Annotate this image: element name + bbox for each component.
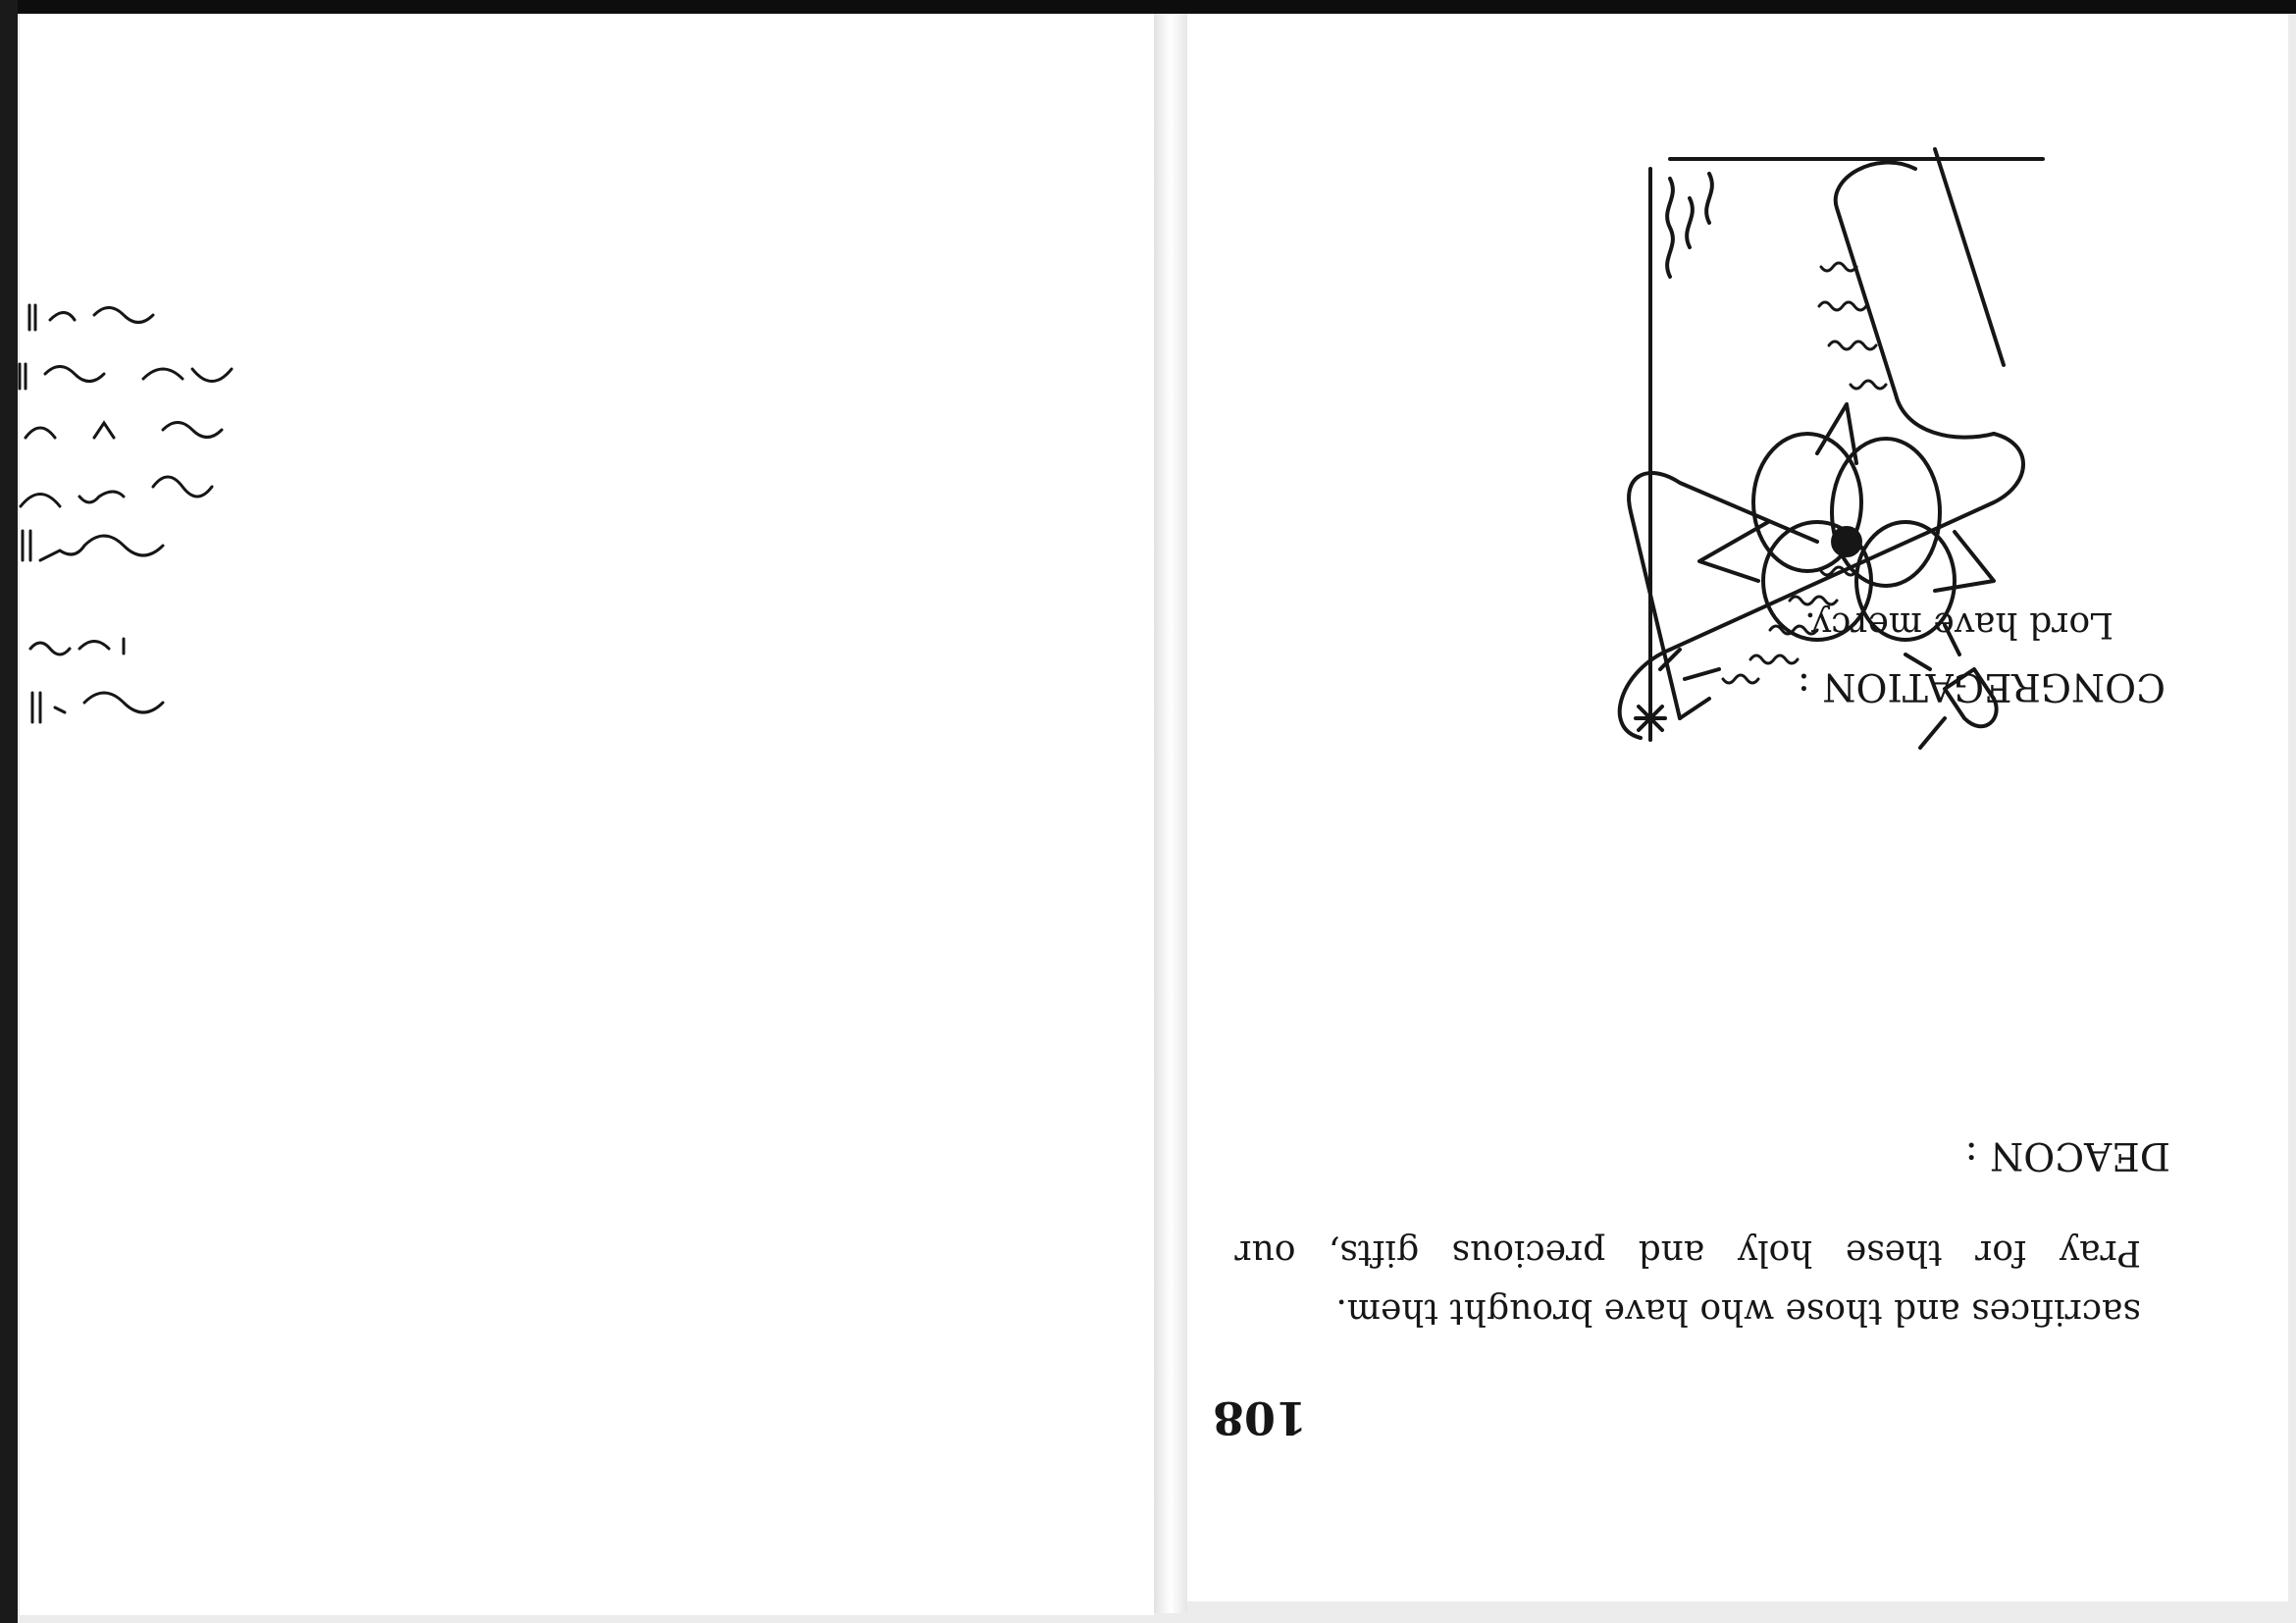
- arabic-line-2-handwriting: [16, 408, 232, 457]
- deacon-label: DEACON :: [1964, 1133, 2170, 1178]
- arabic-line-3-handwriting: [16, 349, 241, 398]
- english-page: [1185, 12, 2288, 1601]
- arabic-line-1-handwriting: [16, 467, 222, 516]
- page-number: 108: [1212, 1391, 1307, 1444]
- scroll-and-flower-icon: [1582, 110, 2053, 758]
- arabic-line-4-handwriting: [16, 294, 163, 340]
- arabic-response-handwriting: [0, 628, 133, 673]
- scan-border-right: [0, 0, 18, 1623]
- deacon-line-1: Pray for these holy and precious gifts, our: [1234, 1232, 2141, 1273]
- congregation-label: CONGREGATION :: [1797, 664, 2166, 708]
- greek-arabic-page: [20, 10, 1154, 1615]
- congregation-response: Lord have mercy.: [1804, 604, 2113, 645]
- arabic-congregation-handwriting: [16, 687, 173, 732]
- arabic-deacon-handwriting: [16, 530, 173, 575]
- book-gutter: [1154, 4, 1187, 1613]
- deacon-line-2: sacrifices and those who have brought them.: [1335, 1291, 2141, 1332]
- scan-border-top: [0, 0, 2296, 14]
